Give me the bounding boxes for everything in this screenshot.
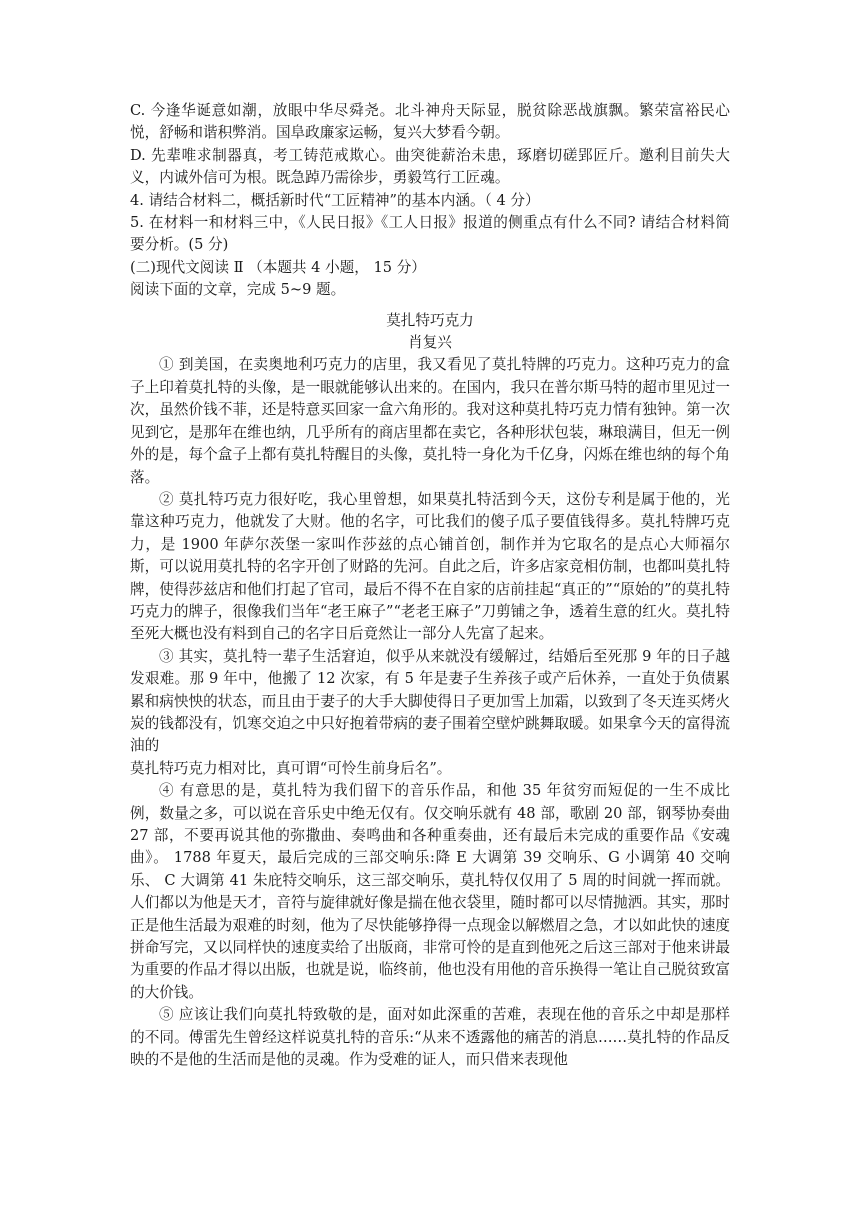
paragraph-3: ③ 其实，莫扎特一辈子生活窘迫，似乎从来就没有缓解过，结婚后至死那 9 年的日子越发艰难。那 9 年中，他搬了 12 次家，有 5 年是妻子生养孩子或产后休养，一直处于负债累累和病怏怏的状态，而且由于妻子的大手大脚使得日子更加雪上加霜，以致到了冬天连买烤火炭的钱都没有，饥寒交迫之中只好抱着带病的妻子围着空壁炉跳舞取暖。如果拿今天的富得流油的 bbox=[130, 647, 730, 755]
section-heading: (二)现代文阅读 Ⅱ （本题共 4 小题， 15 分） bbox=[130, 258, 426, 276]
section-instruction: 阅读下面的文章，完成 5~9 题。 bbox=[130, 281, 346, 299]
document-page bbox=[130, 100, 730, 1071]
question-5: 5. 在材料一和材料三中，《人民日报》《工人日报》报道的侧重点有什么不同? 请结合材料简要分析。(5 分) bbox=[130, 214, 730, 254]
question-4: 4. 请结合材料二，概括新时代“工匠精神”的基本内涵。（ 4 分） bbox=[130, 191, 540, 209]
paragraph-3-continued: 莫扎特巧克力相对比，真可谓“可怜生前身后名”。 bbox=[130, 759, 452, 777]
paragraph-2: ② 莫扎特巧克力很好吃，我心里曾想，如果莫扎特活到今天，这份专利是属于他的，光靠这种巧克力，他就发了大财。他的名字，可比我们的傻子瓜子要值钱得多。莫扎特牌巧克力，是 1900 年萨尔茨堡一家叫作莎兹的点心铺首创，制作并为它取名的是点心大师福尔斯，可以说用莫扎特的名字开创了财路的先河。自此之后，许多店家竞相仿制，也都叫莫扎特牌，使得莎兹店和他们打起了官司，最后不得不在自家的店前挂起“真正的”“原始的”的莫扎特巧克力的牌子，很像我们当年“老王麻子”“老老王麻子”刀剪铺之争，透着生意的红火。莫扎特至死大概也没有料到自己的名字日后竟然让一部分人先富了起来。 bbox=[130, 490, 730, 643]
option-c: C. 今逢华诞意如潮，放眼中华尽舜尧。北斗神舟天际显，脱贫除恶战旗飘。繁荣富裕民心悦，舒畅和谐积弊消。国阜政廉家运畅，复兴大梦看今朝。 bbox=[130, 102, 730, 142]
option-d: D. 先辈唯求制器真，考工铸范戒欺心。曲突徙薪治未患，琢磨切磋郢匠斤。邀利目前失大义，内诚外信可为根。既急踔乃需徐步，勇毅笃行工匠魂。 bbox=[130, 146, 730, 187]
paragraph-4: ④ 有意思的是，莫扎特为我们留下的音乐作品，和他 35 年贫穷而短促的一生不成比例，数量之多，可以说在音乐史中绝无仅有。仅交响乐就有 48 部，歌剧 20 部，钢琴协奏曲 27 部，不要再说其他的弥撒曲、奏鸣曲和各种重奏曲，还有最后未完成的重要作品《安魂曲》。 1788 年夏天，最后完成的三部交响乐:降 E 大调第 39 交响乐、G 小调第 40 交响乐、 C 大调第 41 朱庇特交响乐，这三部交响乐，莫扎特仅仅用了 5 周的时间就一挥而就。人们都以为他是天才，音符与旋律就好像是揣在他衣袋里，随时都可以尽情抛洒。其实，那时正是他生活最为艰难的时刻，他为了尽快能够挣得一点现金以解燃眉之急，才以如此快的速度拼命写完，又以同样快的速度卖给了出版商，非常可怜的是直到他死之后这三部对于他来讲最为重要的作品才得以出版，也就是说，临终前，他也没有用他的音乐换得一笔让自己脱贫致富的大价钱。 bbox=[130, 782, 730, 1001]
paragraph-5: ⑤ 应该让我们向莫扎特致敬的是，面对如此深重的苦难，表现在他的音乐之中却是那样的不同。傅雷先生曾经这样说莫扎特的音乐:“从来不透露他的痛苦的消息……莫扎特的作品反映的不是他的生活而是他的灵魂。作为受难的证人，而只借来表现他 bbox=[130, 1006, 730, 1069]
article-author: 肖复兴 bbox=[408, 334, 452, 352]
paragraph-1: ① 到美国，在卖奥地利巧克力的店里，我又看见了莫扎特牌的巧克力。这种巧克力的盒子上印着莫扎特的头像，是一眼就能够认出来的。在国内，我只在普尔斯马特的超市里见过一次，虽然价钱不菲，还是特意买回家一盒六角形的。我对这种莫扎特巧克力情有独钟。第一次见到它，是那年在维也纳，几乎所有的商店里都在卖它，各种形状包装，琳琅满目，但无一例外的是，每个盒子上都有莫扎特醒目的头像，莫扎特一身化为千亿身，闪烁在维也纳的每个角落。 bbox=[130, 356, 730, 486]
article-title: 莫扎特巧克力 bbox=[386, 311, 474, 329]
